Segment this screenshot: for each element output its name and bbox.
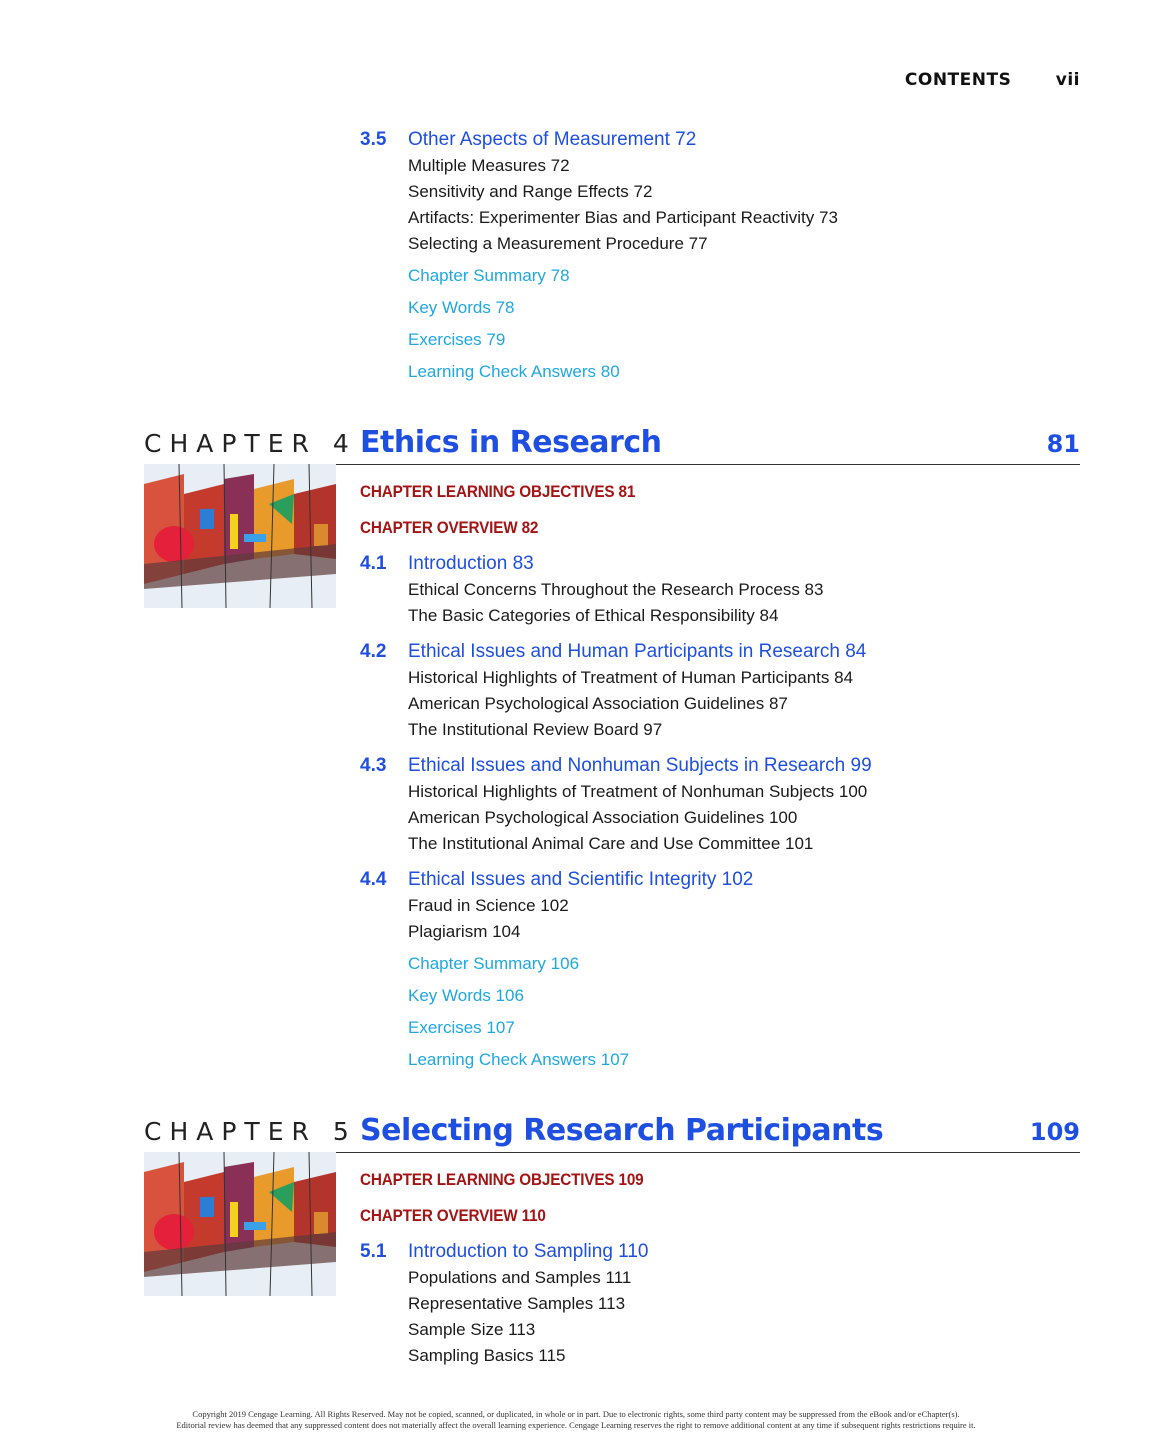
running-head-title: CONTENTS — [904, 70, 1012, 90]
toc-subsection[interactable]: Historical Highlights of Treatment of Human Participants 84 — [408, 668, 854, 687]
toc-section-entry[interactable] — [360, 1239, 1080, 1265]
section-title[interactable]: Ethical Issues and Nonhuman Subjects in Research 99 — [408, 755, 872, 776]
section-number: 4.1 — [360, 553, 387, 574]
chapter-page: 81 — [1046, 430, 1080, 458]
footer-line-1: Copyright 2019 Cengage Learning. All Rights Reserved. May not be copied, scanned, or duplicated, in whole or in part. Due to electronic rights, some third party content may be suppressed from the eBook and/or eChapter(s). — [192, 1409, 960, 1419]
toc-subsection[interactable]: The Basic Categories of Ethical Responsibility 84 — [408, 606, 779, 625]
section-number: 4.2 — [360, 641, 387, 662]
section-number: 4.4 — [360, 869, 387, 890]
running-head-page: vii — [1055, 70, 1080, 90]
toc-subsection[interactable]: Sample Size 113 — [408, 1320, 536, 1339]
toc-subsection[interactable]: Historical Highlights of Treatment of Nonhuman Subjects 100 — [408, 782, 868, 801]
toc-section-entry[interactable] — [360, 639, 1080, 665]
learning-check-answers-link[interactable]: Learning Check Answers 80 — [408, 362, 620, 381]
toc-subsection[interactable]: American Psychological Association Guidelines 87 — [408, 694, 788, 713]
chapter-overview[interactable]: CHAPTER OVERVIEW 110 — [360, 1206, 546, 1225]
exercises-link[interactable]: Exercises 107 — [408, 1018, 515, 1037]
toc-subsection[interactable]: The Institutional Review Board 97 — [408, 720, 663, 739]
copyright-footer — [0, 1409, 1152, 1431]
chapter-summary-link[interactable]: Chapter Summary 106 — [408, 954, 580, 973]
section-3-5-block — [360, 127, 1080, 385]
toc-subsection[interactable]: Plagiarism 104 — [408, 922, 521, 941]
toc-subsection[interactable]: Fraud in Science 102 — [408, 896, 569, 915]
toc-section-entry[interactable] — [360, 551, 1080, 577]
toc-subsection[interactable]: Representative Samples 113 — [408, 1294, 626, 1313]
chapter-4-artwork — [144, 464, 336, 608]
toc-subsection[interactable]: Sensitivity and Range Effects 72 — [408, 182, 653, 201]
toc-subsection[interactable]: Artifacts: Experimenter Bias and Participant Reactivity 73 — [408, 208, 838, 227]
toc-section-entry[interactable] — [360, 867, 1080, 893]
key-words-link[interactable]: Key Words 106 — [408, 986, 524, 1005]
exercises-link[interactable]: Exercises 79 — [408, 330, 506, 349]
toc-subsection[interactable]: Selecting a Measurement Procedure 77 — [408, 234, 708, 253]
section-title[interactable]: Introduction 83 — [408, 553, 534, 574]
chapter-learning-objectives[interactable]: CHAPTER LEARNING OBJECTIVES 81 — [360, 482, 636, 501]
footer-line-2: Editorial review has deemed that any suppressed content does not materially affect the overall learning experience. Cengage Learning reserves the right to remove additional content at any time if subsequent rights restrictions require it. — [176, 1420, 976, 1430]
toc-subsection[interactable]: Sampling Basics 115 — [408, 1346, 566, 1365]
chapter-summary-link[interactable]: Chapter Summary 78 — [408, 266, 570, 285]
section-number: 4.3 — [360, 755, 387, 776]
toc-section-entry[interactable] — [360, 753, 1080, 779]
section-title[interactable]: Other Aspects of Measurement 72 — [408, 129, 697, 150]
chapter-5-contents — [360, 1167, 1080, 1369]
toc-subsection[interactable]: Ethical Concerns Throughout the Research Process 83 — [408, 580, 824, 599]
toc-subsection[interactable]: The Institutional Animal Care and Use Committee 101 — [408, 834, 814, 853]
chapter-learning-objectives[interactable]: CHAPTER LEARNING OBJECTIVES 109 — [360, 1170, 644, 1189]
chapter-4-contents — [360, 479, 1080, 1073]
section-title[interactable]: Ethical Issues and Scientific Integrity 102 — [408, 869, 754, 890]
toc-subsection[interactable]: Populations and Samples 111 — [408, 1268, 632, 1287]
chapter-label: CHAPTER 5 — [144, 1117, 357, 1146]
toc-section-entry[interactable] — [360, 127, 1080, 153]
chapter-4-header — [144, 420, 1080, 465]
key-words-link[interactable]: Key Words 78 — [408, 298, 515, 317]
section-number: 5.1 — [360, 1241, 387, 1262]
chapter-5-header — [144, 1108, 1080, 1153]
chapter-label: CHAPTER 4 — [144, 429, 357, 458]
learning-check-answers-link[interactable]: Learning Check Answers 107 — [408, 1050, 630, 1069]
toc-subsection[interactable]: American Psychological Association Guidelines 100 — [408, 808, 798, 827]
chapter-5-artwork — [144, 1152, 336, 1296]
section-title[interactable]: Ethical Issues and Human Participants in Research 84 — [408, 641, 867, 662]
chapter-overview[interactable]: CHAPTER OVERVIEW 82 — [360, 518, 539, 537]
chapter-title[interactable]: Selecting Research Participants — [360, 1113, 884, 1148]
toc-subsection[interactable]: Multiple Measures 72 — [408, 156, 570, 175]
section-title[interactable]: Introduction to Sampling 110 — [408, 1241, 649, 1262]
running-head — [905, 70, 1080, 90]
chapter-title[interactable]: Ethics in Research — [360, 425, 662, 460]
section-number: 3.5 — [360, 129, 387, 150]
chapter-page: 109 — [1029, 1118, 1080, 1146]
